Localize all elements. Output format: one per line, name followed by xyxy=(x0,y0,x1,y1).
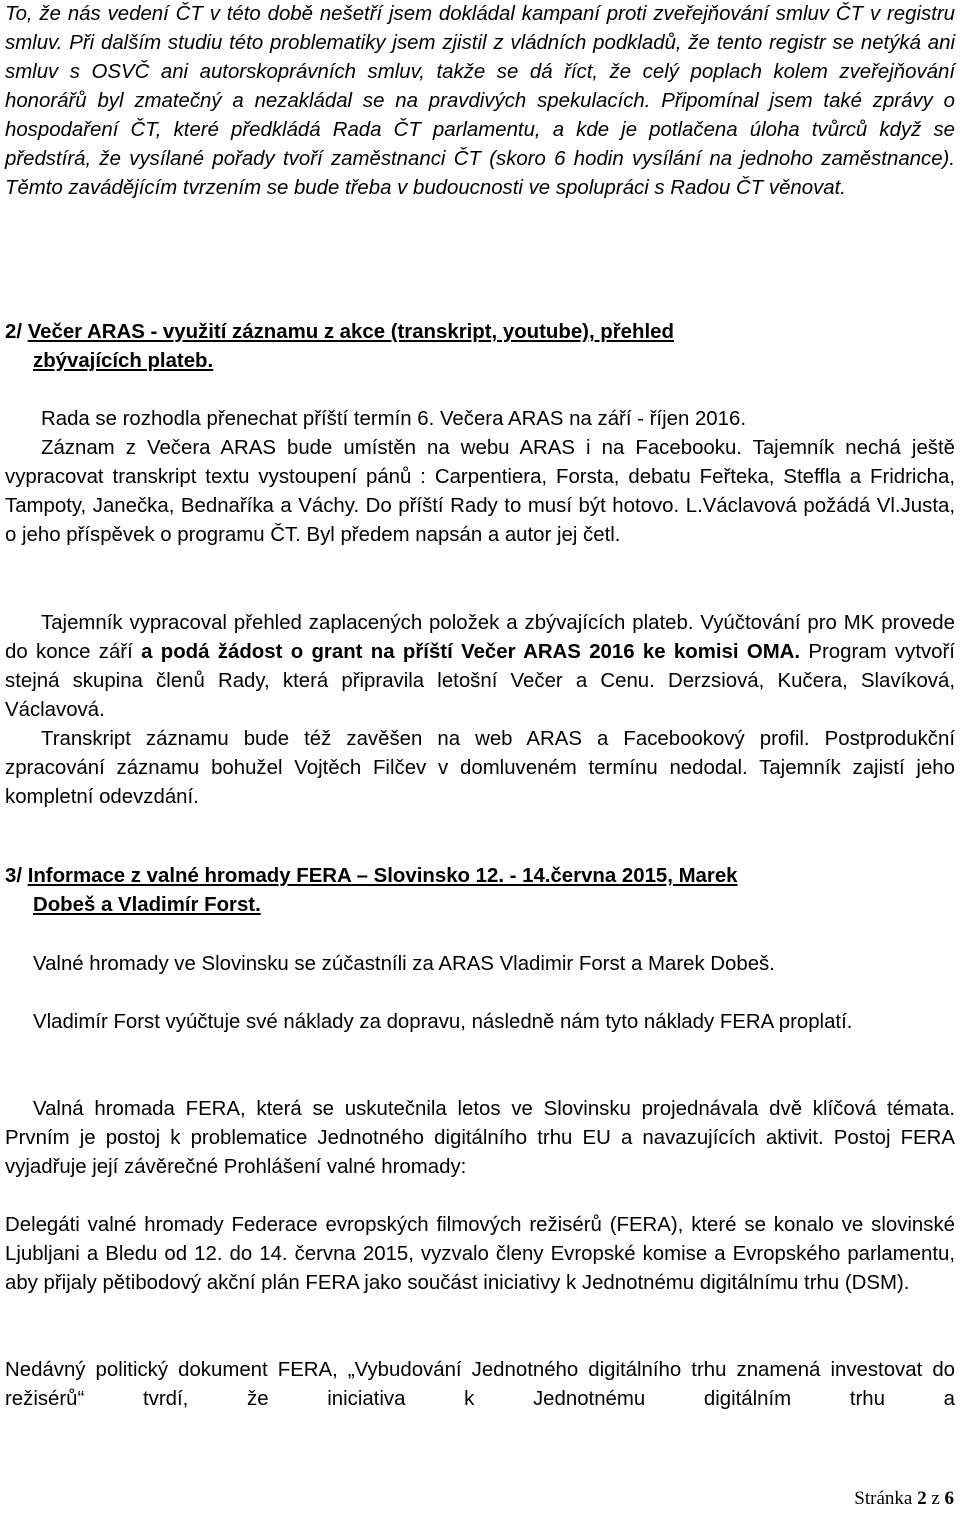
section-2-paragraph-2: Záznam z Večera ARAS bude umístěn na webu ARAS i na Facebooku. Tajemník nechá ještě vypracovat transkript textu vystoupení pánů : Carpentiera, Forsta, debatu Feřteka, Steffla a Fridricha, Tampoty, Janečka, Bednaříka a Váchy. Do příští Rady to musí být hotovo. L.Václavová požádá Vl.Justa, o jeho příspěvek o programu ČT. Byl předem napsán a autor jej četl. xyxy=(5,437,955,546)
section-2-heading xyxy=(5,318,955,376)
section-3-heading xyxy=(5,862,955,920)
section-3-paragraph-3: Valná hromada FERA, která se uskutečnila letos ve Slovinsku projednávala dvě klíčová témata. Prvním je postoj k problematice Jednotného digitálního trhu EU a navazujících aktivit. Postoj FERA vyjadřuje její závěrečné Prohlášení valné hromady: xyxy=(5,1098,955,1178)
section-2-paragraph-3 xyxy=(5,609,955,725)
footer-total-pages: 6 xyxy=(944,1488,954,1509)
section-3-title-line2: Dobeš a Vladimír Forst. xyxy=(33,894,261,916)
section-2-paragraph-4: Transkript záznamu bude též zavěšen na web ARAS a Facebookový profil. Postprodukční zpracování záznamu bohužel Vojtěch Filčev v domluveném termínu nedodal. Tajemník zajistí jeho kompletní odevzdání. xyxy=(5,728,955,808)
section-2-paragraph-3-bold: a podá žádost o grant na příští Večer ARAS 2016 ke komisi OMA. xyxy=(141,641,801,663)
section-2-paragraph-3-text: Tajemník vypracoval přehled zaplacených položek a zbývajících plateb. Vyúčtování pro MK provede do konce září xyxy=(5,612,955,663)
footer-of: z xyxy=(931,1488,940,1509)
section-3-paragraph-2: Vladimír Forst vyúčtuje své náklady za dopravu, následně nám tyto náklady FERA proplatí. xyxy=(33,1011,853,1033)
section-2-number: 2/ xyxy=(5,321,23,343)
section-2-paragraph-1: Rada se rozhodla přenechat příští termín 6. Večera ARAS na září - říjen 2016. xyxy=(41,408,746,430)
section-2-title-line1: Večer ARAS - využití záznamu z akce (transkript, youtube), přehled xyxy=(27,321,674,343)
section-3-number: 3/ xyxy=(5,865,23,887)
section-3-paragraph-5: Nedávný politický dokument FERA, „Vybudování Jednotného digitálního trhu znamená investovat do režisérů“ tvrdí, že iniciativa k Jednotnému digitálním trhu a xyxy=(5,1359,955,1410)
page-footer xyxy=(854,1488,954,1510)
section-3-paragraph-1: Valné hromady ve Slovinsku se zúčastníli za ARAS Vladimir Forst a Marek Dobeš. xyxy=(33,953,775,975)
section-3-paragraph-4: Delegáti valné hromady Federace evropských filmových režisérů (FERA), které se konalo ve slovinské Ljubljani a Bledu od 12. do 14. června 2015, vyzvalo členy Evropské komise a Evropského parlamentu, aby přijaly pětibodový akční plán FERA jako součást iniciativy k Jednotnému digitálnímu trhu (DSM). xyxy=(5,1214,955,1294)
footer-prefix: Stránka xyxy=(854,1488,913,1509)
section-2-title-line2: zbývajících plateb. xyxy=(33,350,214,372)
section-3-title-line1: Informace z valné hromady FERA – Slovinsko 12. - 14.června 2015, Marek xyxy=(27,865,738,887)
section-2-paragraph-3-rest: Program vytvoří stejná skupina členů Rady, která připravila letošní Večer a Cenu. Derzsiová, Kučera, Slavíková, Václavová. xyxy=(5,641,955,721)
footer-page-number: 2 xyxy=(917,1488,927,1509)
intro-paragraph: To, že nás vedení ČT v této době nešetří jsem dokládal kampaní proti zveřejňování smluv ČT v registru smluv. Při dalším studiu této problematiky jsem zjistil z vládních podkladů, že tento registr se netýká ani smluv s OSVČ ani autorskoprávních smluv, takže se dá říct, že celý poplach kolem zveřejňování honorářů byl zmatečný a nezakládal se na pravdivých spekulacích. Připomínal jsem také zprávy o hospodaření ČT, které předkládá Rada ČT parlamentu, a kde je potlačena úloha tvůrců když se předstírá, že vysílané pořady tvoří zaměstnanci ČT (skoro 6 hodin vysílání na jednoho zaměstnance). Těmto zavádějícím tvrzením se bude třeba v budoucnosti ve spolupráci s Radou ČT věnovat. xyxy=(5,3,955,199)
